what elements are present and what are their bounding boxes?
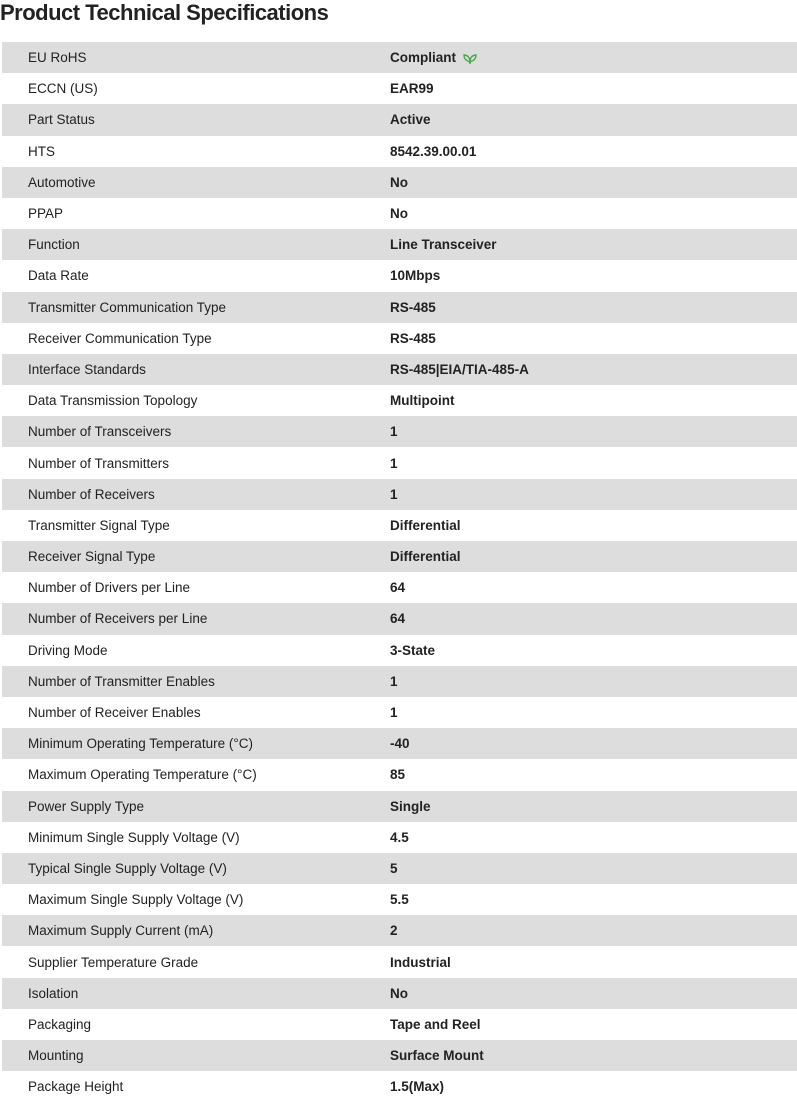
spec-value: 64 bbox=[390, 580, 406, 596]
spec-name: Transmitter Communication Type bbox=[28, 299, 227, 315]
spec-value-cell bbox=[390, 175, 797, 190]
spec-value: 85 bbox=[390, 767, 406, 783]
spec-name: Transmitter Signal Type bbox=[28, 517, 170, 533]
spec-name: Data Transmission Topology bbox=[28, 393, 198, 409]
spec-row bbox=[2, 229, 797, 260]
spec-row bbox=[2, 946, 797, 977]
spec-row bbox=[2, 697, 797, 728]
spec-row bbox=[2, 822, 797, 853]
spec-row bbox=[2, 572, 797, 603]
spec-value: 1.5(Max) bbox=[390, 1079, 445, 1095]
spec-value: Differential bbox=[390, 517, 461, 533]
spec-value: 5 bbox=[390, 860, 398, 876]
spec-row bbox=[2, 1009, 797, 1040]
spec-row bbox=[2, 510, 797, 541]
spec-value-cell bbox=[390, 362, 797, 377]
spec-name: Number of Receiver Enables bbox=[28, 705, 201, 721]
spec-name: Receiver Communication Type bbox=[28, 330, 212, 346]
spec-value: Multipoint bbox=[390, 393, 455, 409]
spec-value-cell bbox=[390, 237, 797, 252]
spec-value-cell bbox=[390, 861, 797, 876]
spec-row bbox=[2, 759, 797, 790]
spec-value: Active bbox=[390, 112, 431, 128]
spec-name: Driving Mode bbox=[28, 642, 108, 658]
spec-name: Minimum Single Supply Voltage (V) bbox=[28, 829, 240, 845]
spec-table bbox=[2, 42, 797, 1102]
spec-value: 10Mbps bbox=[390, 268, 441, 284]
spec-value: Single bbox=[390, 798, 431, 814]
spec-value: EAR99 bbox=[390, 81, 434, 97]
spec-value-cell bbox=[390, 892, 797, 907]
spec-value: 1 bbox=[390, 455, 398, 471]
spec-value: RS-485 bbox=[390, 299, 436, 315]
spec-name: Packaging bbox=[28, 1016, 92, 1032]
spec-name: Number of Drivers per Line bbox=[28, 580, 191, 596]
spec-row bbox=[2, 167, 797, 198]
spec-value-cell bbox=[390, 456, 797, 471]
spec-name: Supplier Temperature Grade bbox=[28, 954, 199, 970]
spec-value-cell bbox=[390, 830, 797, 845]
spec-value: No bbox=[390, 985, 408, 1001]
spec-value-cell bbox=[390, 112, 797, 127]
spec-row bbox=[2, 728, 797, 759]
spec-value: 64 bbox=[390, 611, 406, 627]
spec-value: 1 bbox=[390, 705, 398, 721]
spec-name: Function bbox=[28, 237, 80, 253]
spec-value-cell bbox=[390, 518, 797, 533]
spec-value-cell bbox=[390, 799, 797, 814]
spec-value-cell bbox=[390, 268, 797, 283]
spec-name: Number of Transmitters bbox=[28, 455, 170, 471]
spec-row bbox=[2, 978, 797, 1009]
spec-name: Automotive bbox=[28, 174, 96, 190]
spec-name: HTS bbox=[28, 143, 55, 159]
spec-value-cell bbox=[390, 1017, 797, 1032]
spec-name: EU RoHS bbox=[28, 50, 87, 66]
spec-row bbox=[2, 260, 797, 291]
spec-name: Number of Receivers bbox=[28, 486, 155, 502]
spec-value-cell bbox=[390, 923, 797, 938]
spec-row bbox=[2, 198, 797, 229]
spec-row bbox=[2, 354, 797, 385]
spec-value: 1 bbox=[390, 486, 398, 502]
page-title: Product Technical Specifications bbox=[0, 0, 329, 25]
spec-name: Maximum Single Supply Voltage (V) bbox=[28, 892, 244, 908]
spec-value: 1 bbox=[390, 424, 398, 440]
spec-value-cell bbox=[390, 1048, 797, 1063]
spec-row bbox=[2, 603, 797, 634]
spec-value-cell bbox=[390, 50, 797, 65]
spec-row bbox=[2, 666, 797, 697]
spec-value-cell bbox=[390, 81, 797, 96]
spec-name: Typical Single Supply Voltage (V) bbox=[28, 860, 227, 876]
spec-row bbox=[2, 416, 797, 447]
spec-value-cell bbox=[390, 674, 797, 689]
spec-row bbox=[2, 73, 797, 104]
spec-name: Part Status bbox=[28, 112, 95, 128]
spec-name: Receiver Signal Type bbox=[28, 549, 156, 565]
spec-value: 8542.39.00.01 bbox=[390, 143, 477, 159]
spec-name: Number of Transmitter Enables bbox=[28, 673, 215, 689]
spec-row bbox=[2, 323, 797, 354]
spec-value-cell bbox=[390, 206, 797, 221]
spec-name: Power Supply Type bbox=[28, 798, 145, 814]
spec-value: 1 bbox=[390, 673, 398, 689]
spec-name: ECCN (US) bbox=[28, 81, 98, 97]
spec-value-cell bbox=[390, 144, 797, 159]
spec-name: Package Height bbox=[28, 1079, 124, 1095]
spec-name: Mounting bbox=[28, 1048, 84, 1064]
spec-value-cell bbox=[390, 549, 797, 564]
spec-value: Surface Mount bbox=[390, 1048, 484, 1064]
spec-name: Minimum Operating Temperature (°C) bbox=[28, 736, 253, 752]
spec-value: Line Transceiver bbox=[390, 237, 497, 253]
spec-value-cell bbox=[390, 300, 797, 315]
spec-row bbox=[2, 791, 797, 822]
spec-value-cell bbox=[390, 705, 797, 720]
spec-row bbox=[2, 42, 797, 73]
spec-value: 5.5 bbox=[390, 892, 409, 908]
spec-value-cell bbox=[390, 393, 797, 408]
spec-value-cell bbox=[390, 487, 797, 502]
spec-row bbox=[2, 136, 797, 167]
spec-value: No bbox=[390, 206, 408, 222]
spec-value-cell bbox=[390, 611, 797, 626]
spec-value: Compliant bbox=[390, 50, 456, 66]
spec-value: Differential bbox=[390, 549, 461, 565]
spec-value: 3-State bbox=[390, 642, 436, 658]
spec-row bbox=[2, 447, 797, 478]
spec-value-cell bbox=[390, 955, 797, 970]
spec-row bbox=[2, 104, 797, 135]
spec-value: -40 bbox=[390, 736, 410, 752]
spec-row bbox=[2, 1071, 797, 1102]
spec-value: Tape and Reel bbox=[390, 1016, 481, 1032]
spec-row bbox=[2, 1040, 797, 1071]
spec-row bbox=[2, 635, 797, 666]
spec-value-cell bbox=[390, 1079, 797, 1094]
spec-name: Isolation bbox=[28, 985, 79, 1001]
spec-row bbox=[2, 915, 797, 946]
spec-value-cell bbox=[390, 580, 797, 595]
spec-value-cell bbox=[390, 643, 797, 658]
spec-value: No bbox=[390, 174, 408, 190]
spec-row bbox=[2, 541, 797, 572]
spec-row bbox=[2, 479, 797, 510]
spec-row bbox=[2, 385, 797, 416]
spec-value-cell bbox=[390, 424, 797, 439]
spec-name: Data Rate bbox=[28, 268, 89, 284]
spec-name: Interface Standards bbox=[28, 361, 146, 377]
spec-name: Maximum Operating Temperature (°C) bbox=[28, 767, 257, 783]
spec-name: Maximum Supply Current (mA) bbox=[28, 923, 214, 939]
spec-value: Industrial bbox=[390, 954, 451, 970]
spec-value: RS-485|EIA/TIA-485-A bbox=[390, 361, 529, 377]
spec-row bbox=[2, 884, 797, 915]
spec-value-cell bbox=[390, 986, 797, 1001]
spec-row bbox=[2, 853, 797, 884]
leaf-icon bbox=[463, 52, 477, 64]
spec-value: 4.5 bbox=[390, 829, 409, 845]
spec-value-cell bbox=[390, 736, 797, 751]
spec-value: 2 bbox=[390, 923, 398, 939]
spec-value-cell bbox=[390, 767, 797, 782]
spec-value: RS-485 bbox=[390, 330, 436, 346]
spec-name: PPAP bbox=[28, 206, 64, 222]
spec-value-cell bbox=[390, 331, 797, 346]
spec-name: Number of Transceivers bbox=[28, 424, 172, 440]
spec-name: Number of Receivers per Line bbox=[28, 611, 208, 627]
spec-row bbox=[2, 292, 797, 323]
